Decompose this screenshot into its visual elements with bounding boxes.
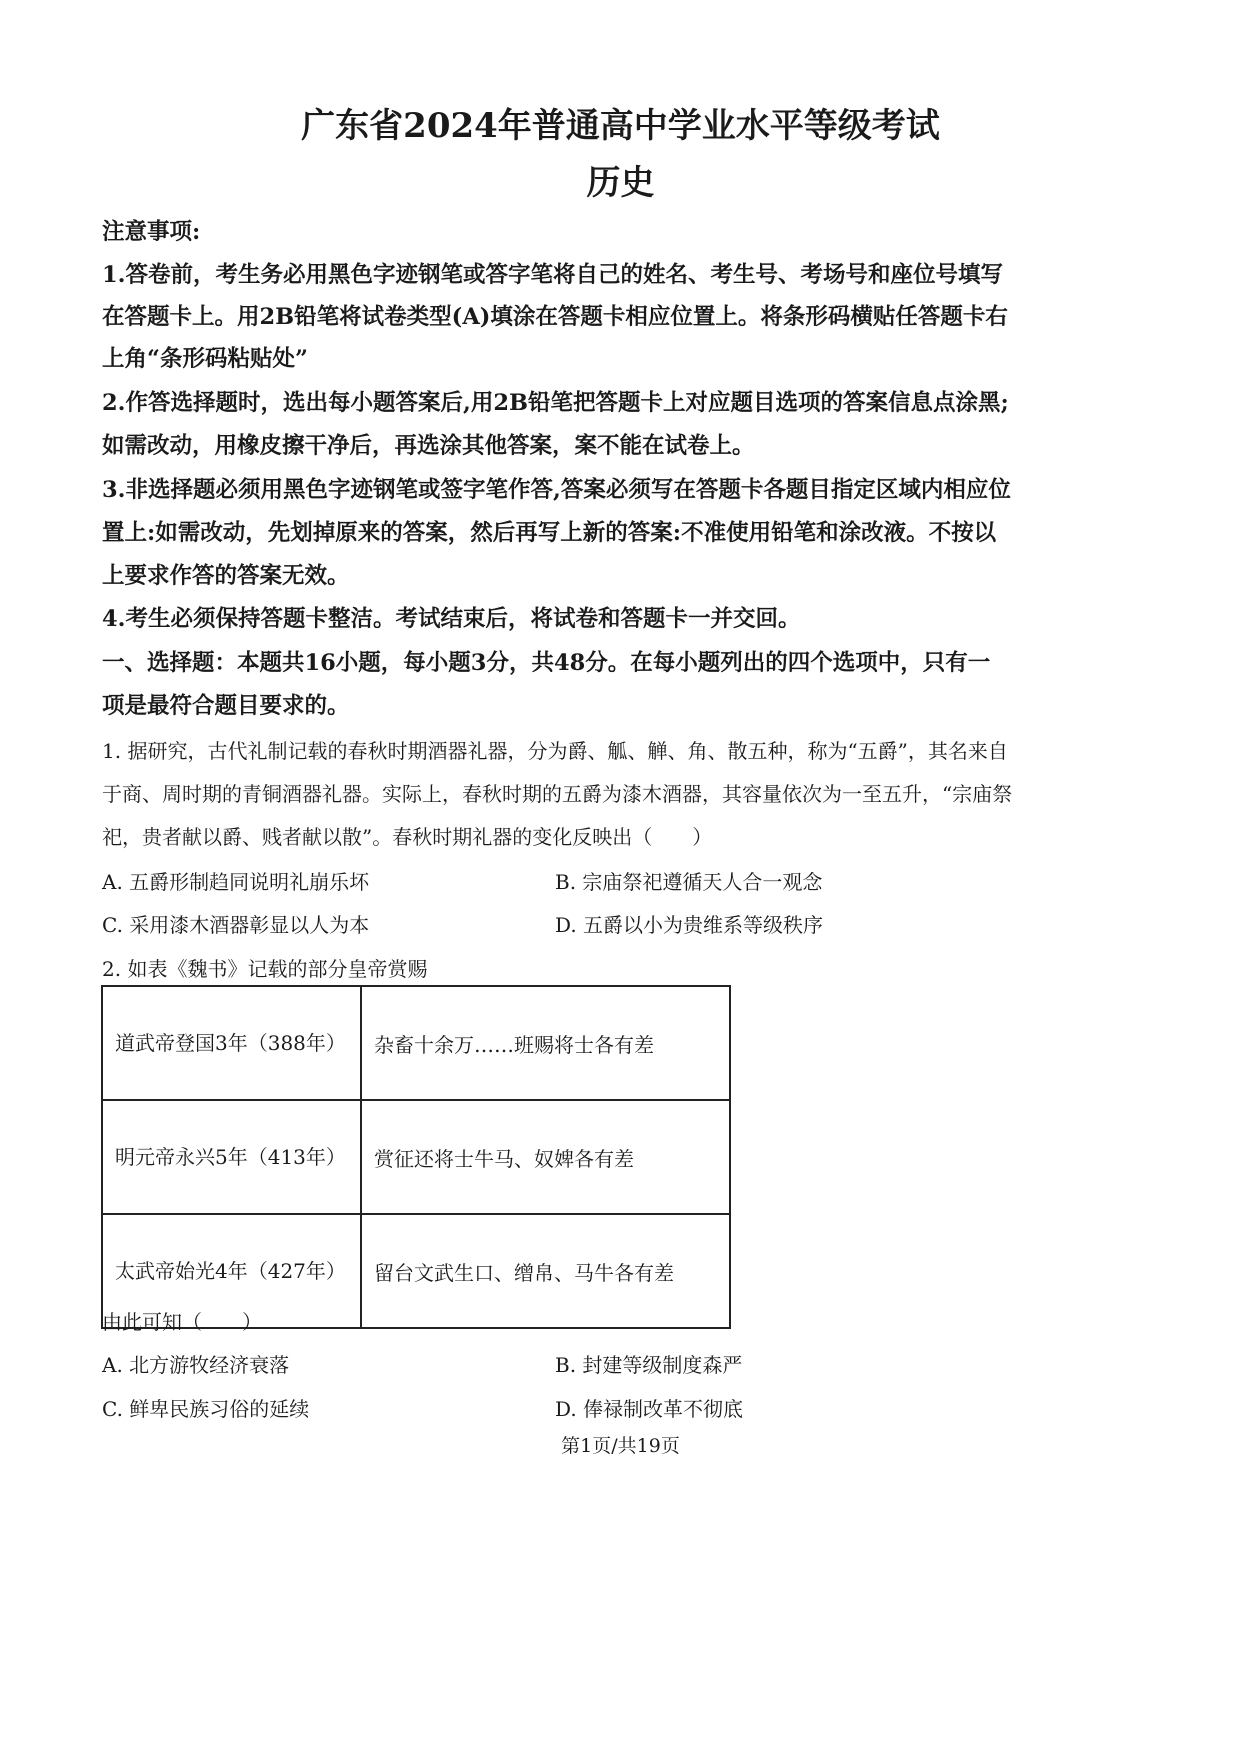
notes-line: 3.非选择题必须用黑色字迹钢笔或签字笔作答,答案必须写在答题卡各题目指定区域内相应位 <box>102 477 1011 503</box>
q1-option-a: A. 五爵形制趋同说明礼崩乐坏 <box>102 870 370 894</box>
table-row <box>102 1100 730 1214</box>
q1-option-b: B. 宗庙祭祀遵循天人合一观念 <box>555 870 823 894</box>
q1-stem-line: 1. 据研究，古代礼制记载的春秋时期酒器礼器，分为爵、觚、觯、角、散五种，称为“五爵”，其名来自 <box>102 739 1008 763</box>
notes-line: 上要求作答的答案无效。 <box>102 563 350 589</box>
notes-line: 4.考生必须保持答题卡整洁。考试结束后，将试卷和答题卡一并交回。 <box>102 606 801 632</box>
table-cell-content: 赏征还将士牛马、奴婢各有差 <box>361 1100 730 1214</box>
table-cell-time: 道武帝登国3年（388年） <box>102 986 361 1100</box>
notes-line: 上角“条形码粘贴处” <box>102 346 308 372</box>
q2-option-c: C. 鲜卑民族习俗的延续 <box>102 1397 310 1421</box>
notes-line: 1.答卷前，考生务必用黑色字迹钢笔或答字笔将自己的姓名、考生号、考场号和座位号填写 <box>102 262 1003 288</box>
notes-heading: 注意事项: <box>102 219 201 245</box>
table-cell-content: 杂畜十余万……班赐将士各有差 <box>361 986 730 1100</box>
exam-title: 广东省2024年普通高中学业水平等级考试 <box>301 106 940 146</box>
section-heading: 项是最符合题目要求的。 <box>102 693 350 719</box>
q2-conclusion: 由此可知（ ） <box>102 1310 262 1334</box>
rewards-table <box>101 985 731 1329</box>
q2-stem: 2. 如表《魏书》记载的部分皇帝赏赐 <box>102 957 428 981</box>
notes-line: 在答题卡上。用2B铅笔将试卷类型(A)填涂在答题卡相应位置上。将条形码横贴任答题卡右 <box>102 304 1008 330</box>
q2-option-b: B. 封建等级制度森严 <box>555 1353 743 1377</box>
table-cell-content: 留台文武生口、缯帛、马牛各有差 <box>361 1214 730 1328</box>
notes-line: 置上:如需改动，先划掉原来的答案，然后再写上新的答案:不准使用铅笔和涂改液。不按以 <box>102 520 997 546</box>
page-number: 第1页/共19页 <box>561 1435 680 1457</box>
section-heading: 一、选择题：本题共16小题，每小题3分，共48分。在每小题列出的四个选项中，只有一 <box>102 650 991 676</box>
q1-stem-line: 祀，贵者献以爵、贱者献以散”。春秋时期礼器的变化反映出（ ） <box>102 825 713 849</box>
table-cell-time: 明元帝永兴5年（413年） <box>102 1100 361 1214</box>
q1-option-d: D. 五爵以小为贵维系等级秩序 <box>555 913 824 937</box>
q2-option-a: A. 北方游牧经济衰落 <box>102 1353 290 1377</box>
subject-title: 历史 <box>586 163 655 203</box>
q1-option-c: C. 采用漆木酒器彰显以人为本 <box>102 913 370 937</box>
notes-line: 如需改动，用橡皮擦干净后，再选涂其他答案，案不能在试卷上。 <box>102 433 755 459</box>
q1-stem-line: 于商、周时期的青铜酒器礼器。实际上，春秋时期的五爵为漆木酒器，其容量依次为一至五升，“宗庙祭 <box>102 782 1013 806</box>
q2-option-d: D. 俸禄制改革不彻底 <box>555 1397 744 1421</box>
table-row <box>102 986 730 1100</box>
table-cell-time: 太武帝始光4年（427年） <box>102 1214 361 1328</box>
notes-line: 2.作答选择题时，选出每小题答案后,用2B铅笔把答题卡上对应题目选项的答案信息点涂黑; <box>102 390 1009 416</box>
